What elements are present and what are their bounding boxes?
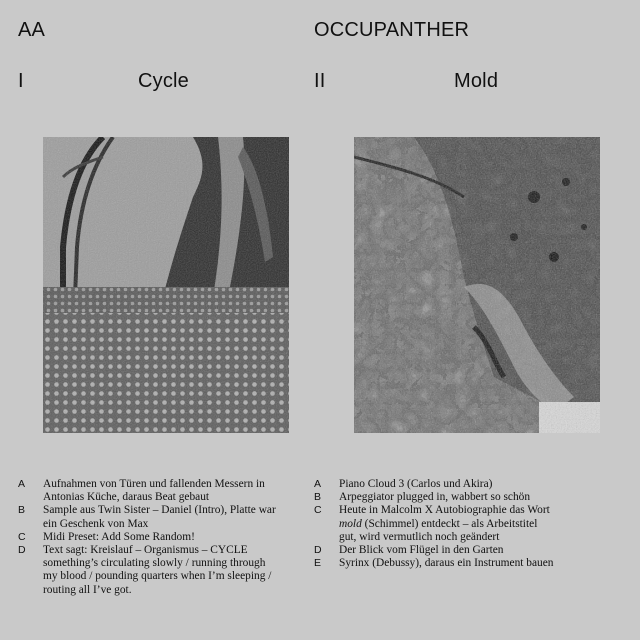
artist-name: AA xyxy=(18,19,46,41)
side-one-title: Cycle xyxy=(138,70,190,92)
track-line: Arpeggiator plugged in, wabbert so schön xyxy=(339,491,531,504)
track-item xyxy=(314,557,614,570)
side-two-title: Mold xyxy=(454,70,499,92)
track-line: Midi Preset: Add Some Random! xyxy=(43,530,195,543)
track-line xyxy=(339,518,614,531)
track-line: gut, wird vermutlich noch geändert xyxy=(339,530,500,543)
track-line: Antonias Küche, daraus Beat gebaut xyxy=(43,491,210,504)
side-two-photo-image xyxy=(354,137,600,433)
side-one-number: I xyxy=(18,70,24,92)
track-line: routing all I’ve got. xyxy=(43,583,132,596)
track-line: Aufnahmen von Türen und fallenden Messern in xyxy=(43,478,265,490)
track-line: Syrinx (Debussy), daraus ein Instrument bauen xyxy=(339,557,554,570)
italic-word: mold xyxy=(339,517,362,530)
track-item xyxy=(314,491,614,504)
track-description xyxy=(339,557,614,570)
track-description xyxy=(43,478,288,504)
track-item xyxy=(18,478,288,504)
track-item xyxy=(314,504,614,544)
track-letter: B xyxy=(18,504,26,517)
track-letter: C xyxy=(18,530,26,543)
track-item xyxy=(18,504,288,530)
track-line: ein Geschenk von Max xyxy=(43,517,149,530)
album-title: OCCUPANTHER xyxy=(314,19,470,41)
track-description xyxy=(43,531,288,544)
track-item xyxy=(314,544,614,557)
track-item xyxy=(18,531,288,544)
track-line: something’s circulating slowly / running through xyxy=(43,557,266,570)
track-line: Der Blick vom Flügel in den Garten xyxy=(339,544,504,557)
track-line-rest: (Schimmel) entdeckt – als Arbeitstitel xyxy=(361,517,538,530)
track-item xyxy=(18,544,288,597)
track-line: Piano Cloud 3 (Carlos und Akira) xyxy=(339,478,493,490)
track-letter: D xyxy=(18,544,26,557)
track-description xyxy=(339,544,614,557)
track-description xyxy=(339,504,614,544)
track-description xyxy=(43,544,288,597)
track-letter: B xyxy=(314,491,322,504)
track-line: Sample aus Twin Sister – Daniel (Intro), Platte war xyxy=(43,504,276,517)
side-two-tracklist xyxy=(314,478,614,570)
track-letter: D xyxy=(314,544,322,557)
track-description xyxy=(43,504,288,530)
track-description xyxy=(339,491,614,504)
track-letter: A xyxy=(314,478,322,490)
track-letter: C xyxy=(314,504,322,517)
track-line: Heute in Malcolm X Autobiographie das Wort xyxy=(339,504,550,517)
track-letter: A xyxy=(18,478,26,490)
side-one-photo xyxy=(43,137,289,433)
side-one-tracklist xyxy=(18,478,288,597)
track-letter: E xyxy=(314,557,322,570)
track-item xyxy=(314,478,614,491)
track-description xyxy=(339,478,614,491)
track-line: my blood / pounding quarters when I’m sleeping / xyxy=(43,570,272,583)
track-line: Text sagt: Kreislauf – Organismus – CYCLE xyxy=(43,544,248,557)
side-two-number: II xyxy=(314,70,326,92)
side-two-photo xyxy=(354,137,600,433)
side-one-photo-image xyxy=(43,137,289,433)
